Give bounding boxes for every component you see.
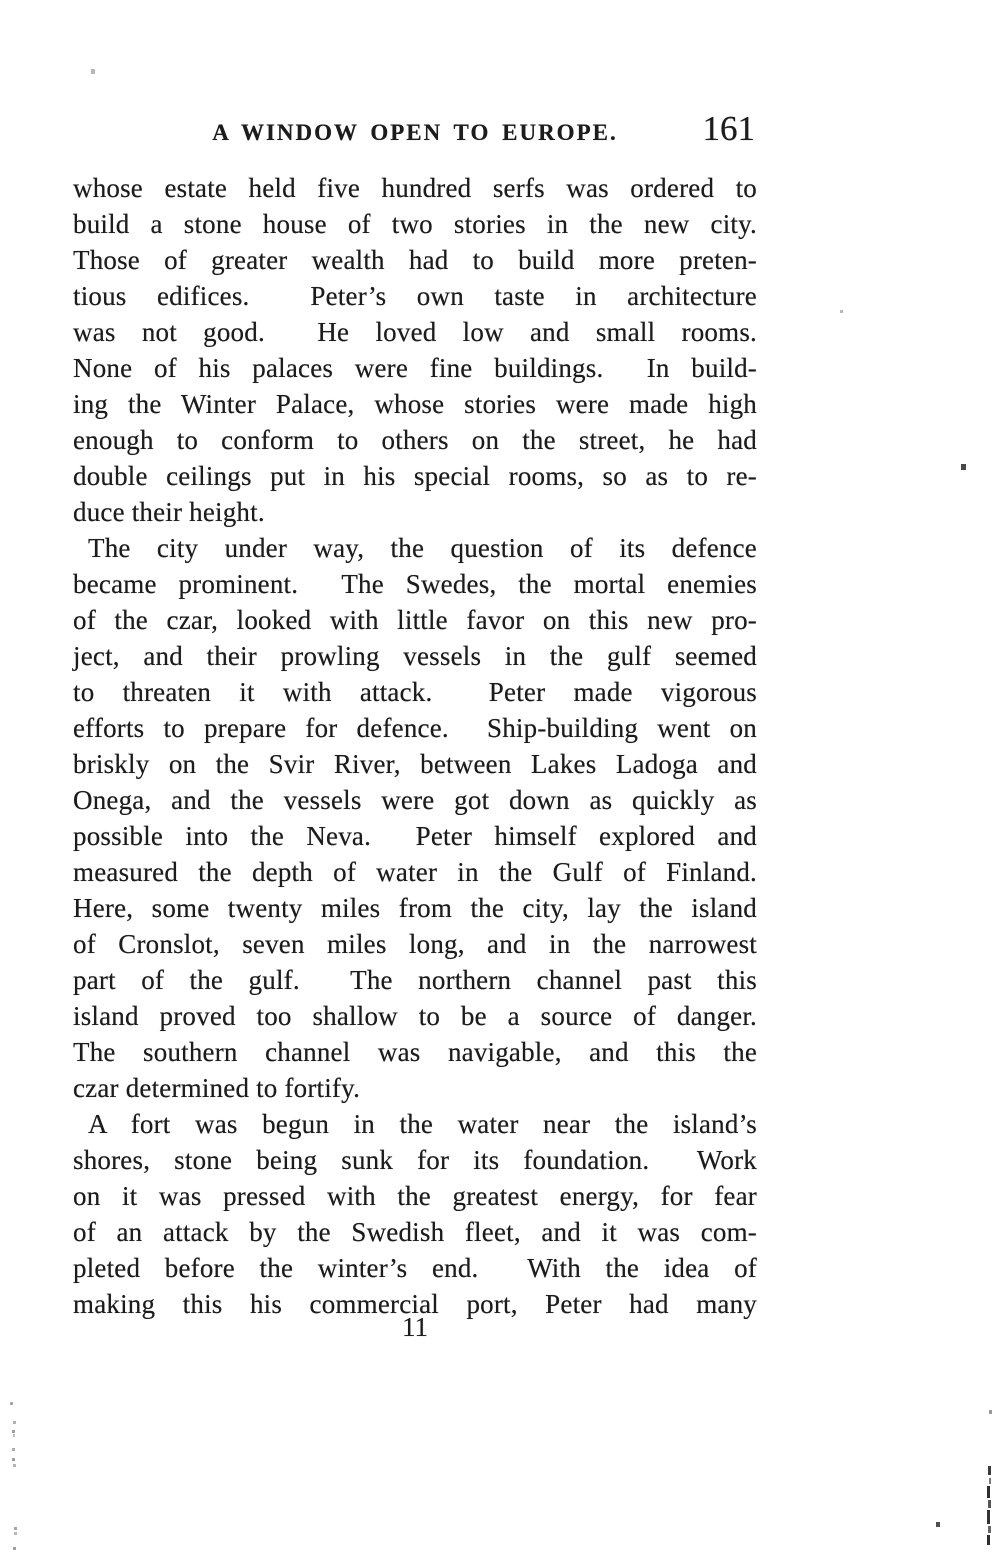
scan-edge-line-segment — [988, 1466, 991, 1475]
text-line: The city under way, the question of its defence — [88, 533, 757, 563]
text-line: of Cronslot, seven miles long, and in the narrowest — [73, 929, 757, 959]
text-line: of an attack by the Swedish fleet, and it was com- — [73, 1217, 757, 1247]
text-line: None of his palaces were fine buildings. In build- — [73, 353, 757, 383]
scan-speck — [13, 1421, 16, 1424]
scan-edge-line-segment — [988, 1526, 991, 1533]
text-line: to threaten it with attack. Peter made vigorous — [73, 677, 757, 707]
text-line: briskly on the Svir River, between Lakes Ladoga and — [73, 749, 757, 779]
scan-speck — [12, 1458, 15, 1461]
text-line: build a stone house of two stories in the new city. — [73, 209, 757, 239]
scan-speck — [14, 1527, 17, 1530]
text-line: A fort was begun in the water near the island’s — [88, 1109, 757, 1139]
scan-speck — [989, 1410, 992, 1414]
text-line: Those of greater wealth had to build more preten- — [73, 245, 757, 275]
scan-speck — [936, 1522, 940, 1527]
text-line: czar determined to fortify. — [73, 1073, 361, 1103]
page-number: 161 — [702, 109, 755, 148]
text-line: pleted before the winter’s end. With the idea of — [73, 1253, 757, 1283]
text-line: Onega, and the vessels were got down as quickly as — [73, 785, 757, 815]
scan-speck — [14, 1532, 17, 1535]
text-line: island proved too shallow to be a source of danger. — [73, 1001, 757, 1031]
text-line: The southern channel was navigable, and this the — [73, 1037, 757, 1067]
text-line: of the czar, looked with little favor on this new pro- — [73, 605, 757, 635]
scan-speck — [10, 1402, 13, 1405]
text-line: ject, and their prowling vessels in the gulf seemed — [73, 641, 757, 671]
text-line: Here, some twenty miles from the city, lay the island — [73, 893, 757, 923]
scan-speck — [13, 1464, 16, 1467]
page-header — [73, 0, 757, 160]
text-line: whose estate held five hundred serfs was ordered to — [73, 173, 757, 203]
text-line: tious edifices. Peter’s own taste in architecture — [73, 281, 757, 311]
scan-speck — [13, 1547, 16, 1550]
scan-speck — [13, 1434, 15, 1437]
scan-speck — [12, 1448, 15, 1451]
running-header-title: A WINDOW OPEN TO EUROPE. — [212, 120, 618, 145]
scan-edge-line-segment — [988, 1500, 991, 1508]
text-line: measured the depth of water in the Gulf of Finland. — [73, 857, 757, 887]
text-line: enough to conform to others on the street, he had — [73, 425, 757, 455]
text-line: became prominent. The Swedes, the mortal enemies — [73, 569, 757, 599]
scan-edge-line-segment — [987, 1535, 990, 1545]
scan-speck — [961, 464, 966, 470]
scan-edge-line-segment — [987, 1486, 990, 1498]
text-line: shores, stone being sunk for its foundation. Work — [73, 1145, 757, 1175]
scan-speck — [840, 310, 843, 313]
scan-speck — [12, 1430, 15, 1433]
signature-number: 11 — [402, 1312, 428, 1342]
scan-edge-line-segment — [989, 1478, 991, 1484]
text-line: was not good. He loved low and small rooms. — [73, 317, 757, 347]
text-line: ing the Winter Palace, whose stories were made high — [73, 389, 757, 419]
text-line: efforts to prepare for defence. Ship-building went on — [73, 713, 757, 743]
text-line: duce their height. — [73, 497, 265, 527]
body-text-block — [73, 170, 757, 1322]
scan-edge-line-segment — [987, 1510, 990, 1524]
scan-speck — [91, 69, 95, 74]
text-line: part of the gulf. The northern channel past this — [73, 965, 757, 995]
text-line: double ceilings put in his special rooms, so as to re- — [73, 461, 757, 491]
text-line: making this his commercial port, Peter had many — [73, 1289, 757, 1319]
text-line: on it was pressed with the greatest energy, for fear — [73, 1181, 757, 1211]
text-line: possible into the Neva. Peter himself explored and — [73, 821, 757, 851]
